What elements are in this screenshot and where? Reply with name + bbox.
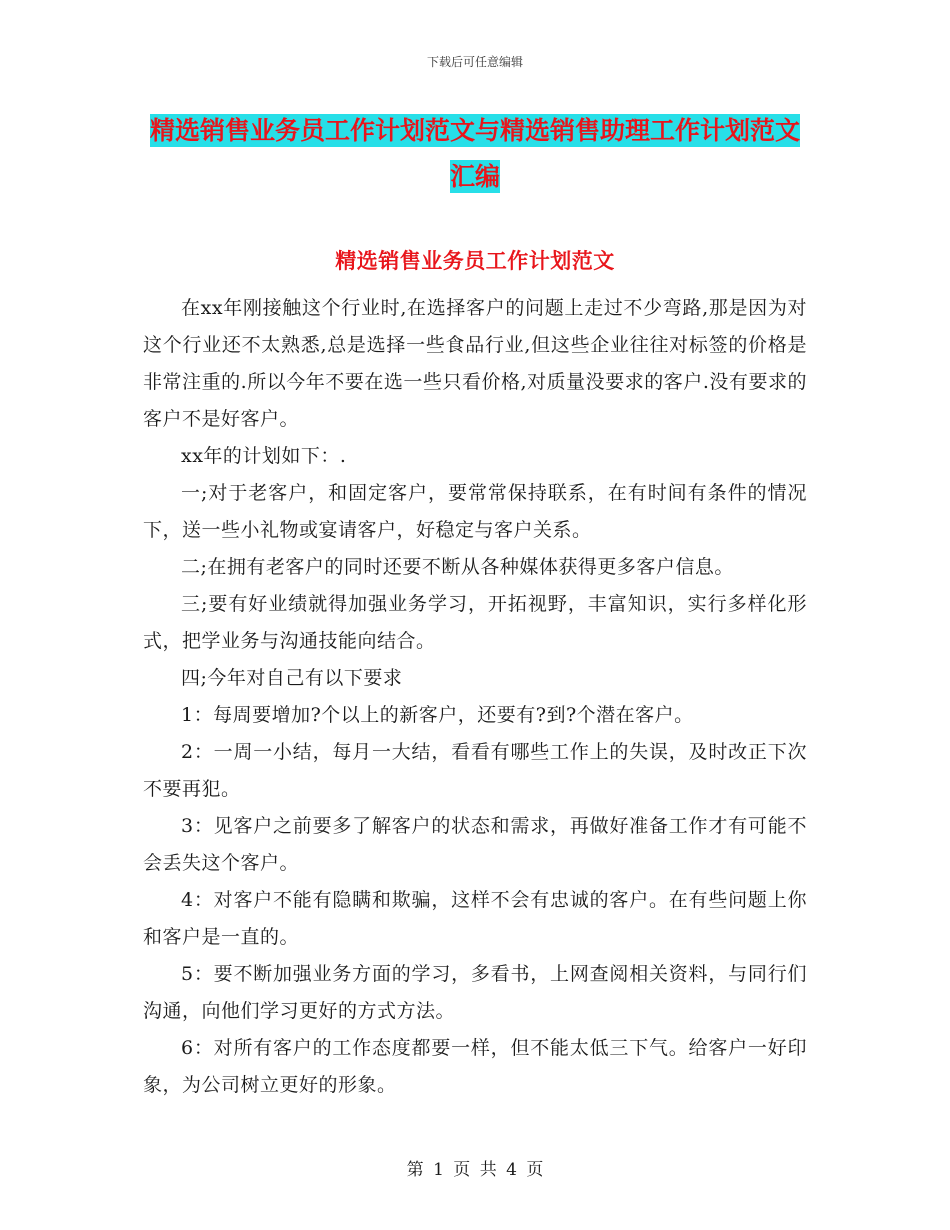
paragraph: 四;今年对自己有以下要求	[181, 667, 403, 689]
paragraph: xx年的计划如下：.	[181, 445, 347, 467]
page-number-footer: 第 1 页 共 4 页	[406, 1160, 544, 1180]
paragraph: 在xx年刚接触这个行业时,在选择客户的问题上走过不少弯路,那是因为对这个行业还不太熟悉,总是选择一些食品行业,但这些企业往往对标签的价格是非常注重的.所以今年不要在选一些只看价格,对质量没要求的客户.没有要求的客户不是好客户。	[143, 297, 807, 430]
paragraph: 三;要有好业绩就得加强业务学习，开拓视野，丰富知识，实行多样化形式，把学业务与沟通技能向结合。	[143, 593, 807, 652]
paragraph: 2：一周一小结，每月一大结，看看有哪些工作上的失误，及时改正下次不要再犯。	[143, 741, 807, 800]
paragraph: 二;在拥有老客户的同时还要不断从各种媒体获得更多客户信息。	[181, 556, 734, 578]
section-title: 精选销售业务员工作计划范文	[335, 249, 615, 273]
page-header: 下载后可任意编辑	[426, 55, 523, 69]
paragraph: 1：每周要增加?个以上的新客户，还要有?到?个潜在客户。	[181, 704, 694, 726]
paragraph: 4：对客户不能有隐瞒和欺骗，这样不会有忠诚的客户。在有些问题上你和客户是一直的。	[143, 889, 807, 948]
paragraph: 3：见客户之前要多了解客户的状态和需求，再做好准备工作才有可能不会丢失这个客户。	[143, 815, 807, 874]
document-body	[143, 290, 807, 1104]
paragraph: 5：要不断加强业务方面的学习，多看书，上网查阅相关资料，与同行们沟通，向他们学习更好的方式方法。	[143, 963, 807, 1022]
paragraph: 一;对于老客户，和固定客户，要常常保持联系，在有时间有条件的情况下，送一些小礼物或宴请客户，好稳定与客户关系。	[143, 482, 807, 541]
document-title	[140, 108, 810, 200]
paragraph: 6：对所有客户的工作态度都要一样，但不能太低三下气。给客户一好印象，为公司树立更好的形象。	[143, 1037, 807, 1096]
document-title-text: 精选销售业务员工作计划范文与精选销售助理工作计划范文汇编	[149, 116, 800, 191]
